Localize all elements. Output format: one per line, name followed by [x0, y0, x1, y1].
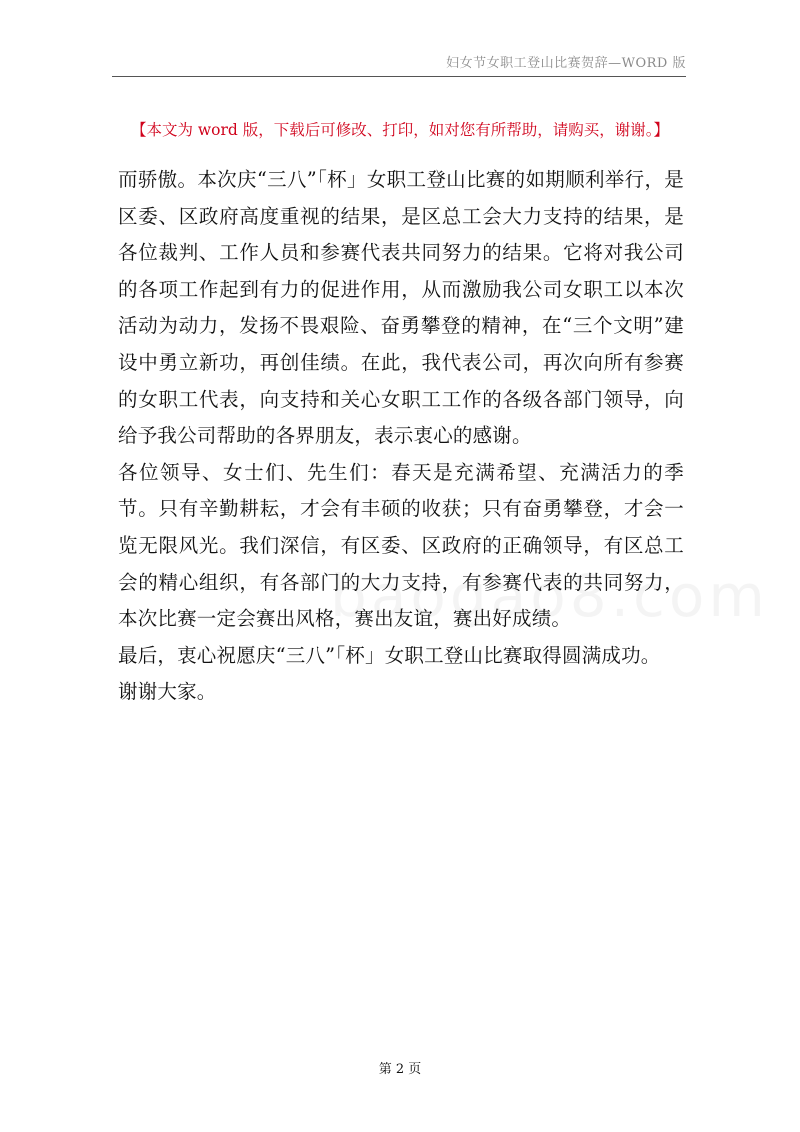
purchase-notice: 【本文为 word 版，下载后可修改、打印，如对您有所帮助，请购买，谢谢。】: [130, 121, 670, 139]
paragraph-2: 各位领导、女士们、先生们：春天是充满希望、充满活力的季节。只有辛勤耕耘，才会有丰硕的收获；只有奋勇攀登，才会一览无限风光。我们深信，有区委、区政府的正确领导，有区总工会的精心组织，有各部门的大力支持，有参赛代表的共同努力，本次比赛一定会赛出风格，赛出友谊，赛出好成绩。: [118, 460, 684, 631]
paragraph-3: 最后，衷心祝愿庆“三八”「杯」女职工登山比赛取得圆满成功。: [118, 643, 661, 667]
watermark: [330, 562, 769, 630]
paragraph-1: 而骄傲。本次庆“三八”「杯」女职工登山比赛的如期顺利举行，是区委、区政府高度重视的结果，是区总工会大力支持的结果，是各位裁判、工作人员和参赛代表共同努力的结果。它将对我公司的各项工作起到有力的促进作用，从而激励我公司女职工以本次活动为动力，发扬不畏艰险、奋勇攀登的精神，在“三个文明”建设中勇立新功，再创佳绩。在此，我代表公司，再次向所有参赛的女职工代表，向支持和关心女职工工作的各级各部门领导，向给予我公司帮助的各界朋友，表示衷心的感谢。: [118, 168, 684, 448]
page-number: 第 2 页: [378, 1062, 422, 1077]
paragraph-4: 谢谢大家。: [118, 680, 217, 704]
page-header: [112, 46, 686, 77]
header-title: 妇女节女职工登山比赛贺辞—WORD 版: [446, 56, 686, 71]
